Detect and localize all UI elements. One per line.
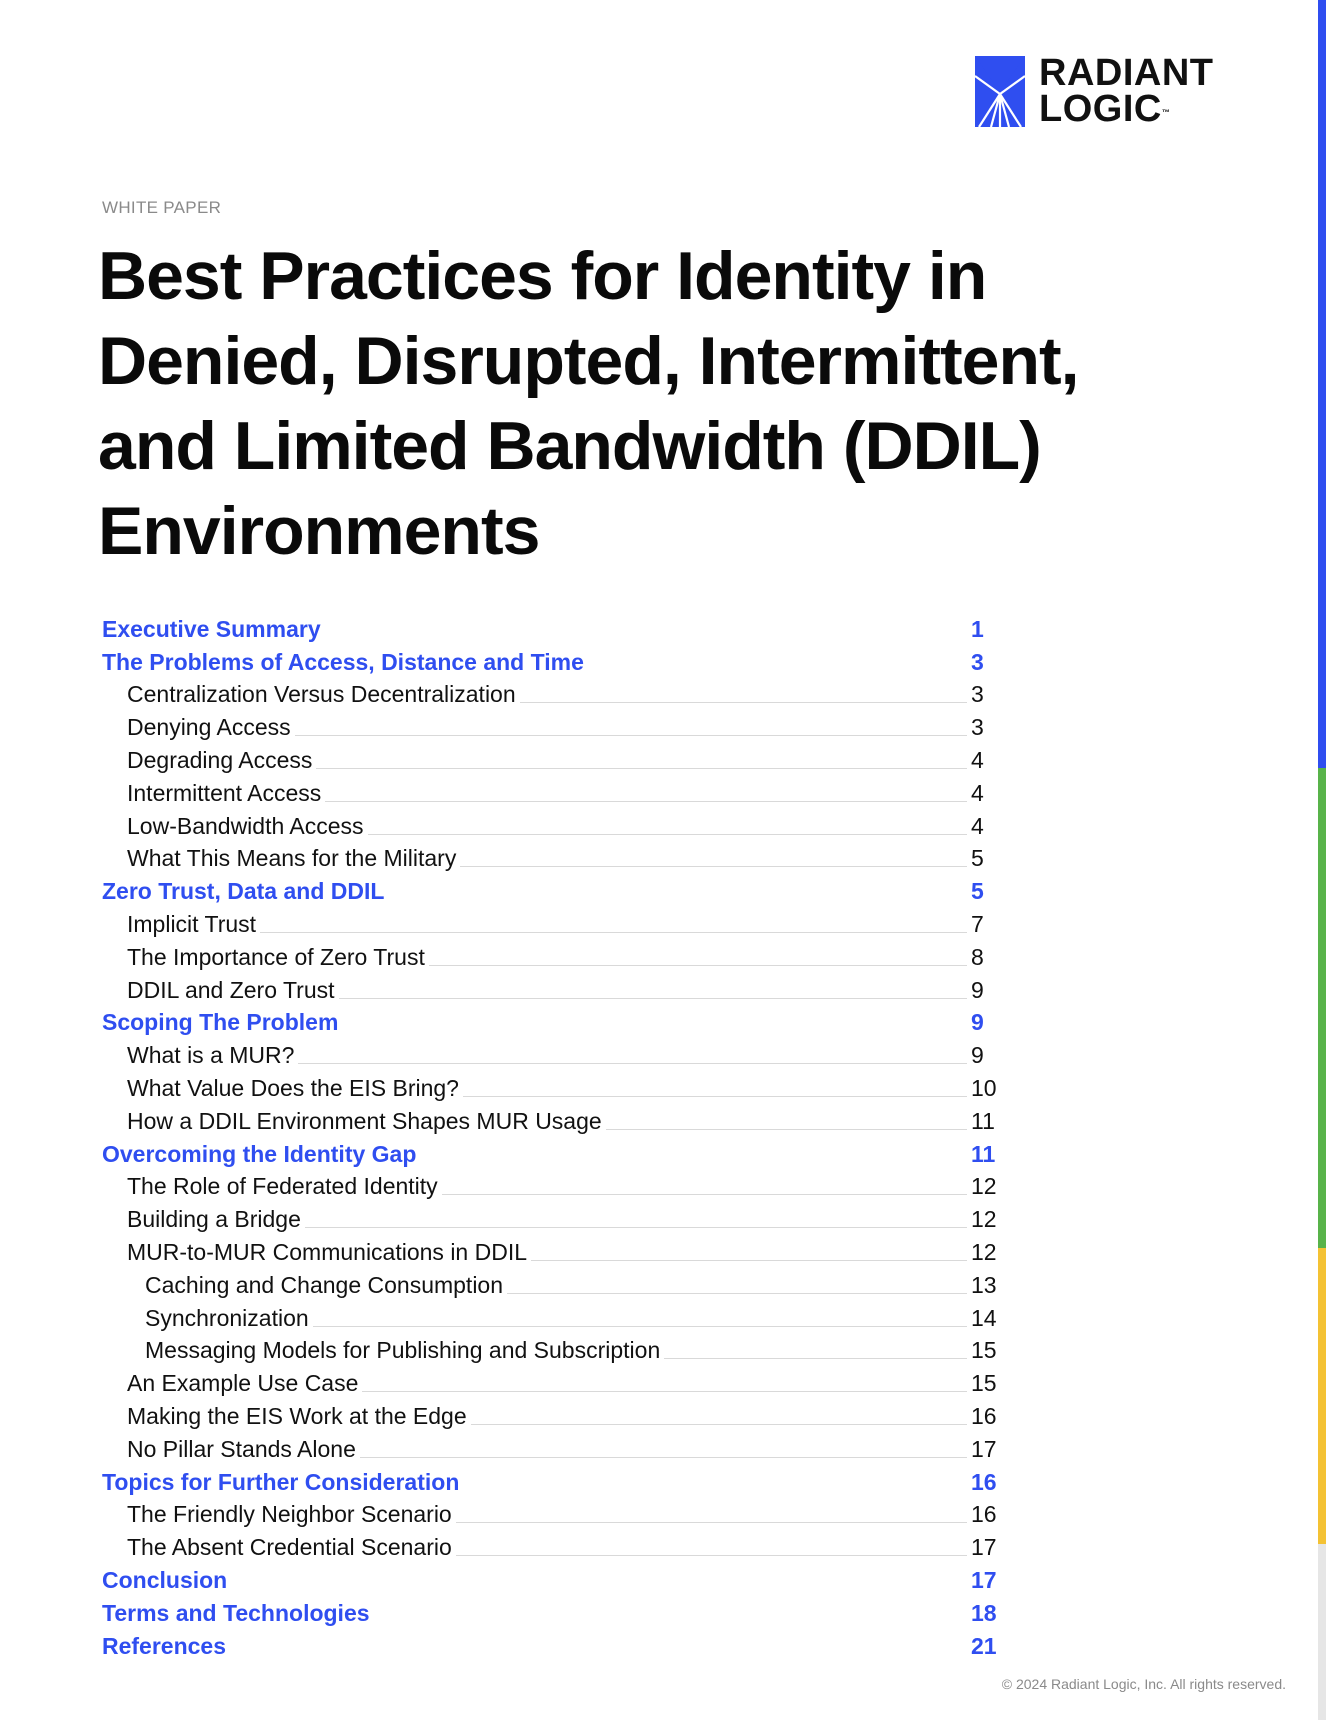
toc-entry-label: DDIL and Zero Trust [127, 976, 335, 1003]
toc-entry-link[interactable] [102, 1332, 997, 1365]
toc-entry-link[interactable] [102, 1200, 997, 1233]
toc-entry-link[interactable] [102, 938, 997, 971]
toc-page-number: 18 [971, 1599, 997, 1626]
toc-entry-link[interactable] [102, 1397, 997, 1430]
toc-leader-line [507, 1292, 967, 1294]
toc-leader-line [298, 1062, 967, 1064]
toc-leader-line [456, 1554, 967, 1556]
toc-leader-line [429, 964, 967, 966]
toc-entry-label: Overcoming the Identity Gap [102, 1140, 417, 1167]
toc-entry-label: How a DDIL Environment Shapes MUR Usage [127, 1107, 602, 1134]
toc-entry-link[interactable] [102, 1496, 997, 1529]
toc-page-number: 3 [971, 681, 984, 708]
accent-stripe [1318, 0, 1326, 1720]
toc-entry-label: Centralization Versus Decentralization [127, 681, 516, 708]
toc-section-link[interactable] [102, 1594, 997, 1627]
toc-leader-line [388, 899, 967, 900]
toc-page-number: 14 [971, 1304, 997, 1331]
toc-page-number: 5 [971, 845, 984, 872]
toc-section-link[interactable] [102, 643, 997, 676]
toc-page-number: 10 [971, 1074, 997, 1101]
toc-entry-label: What This Means for the Military [127, 845, 457, 872]
logo-line1: RADIANT [1039, 52, 1214, 94]
toc-page-number: 9 [971, 1009, 984, 1036]
toc-page-number: 12 [971, 1206, 997, 1233]
toc-page-number: 12 [971, 1238, 997, 1265]
toc-page-number: 12 [971, 1173, 997, 1200]
toc-leader-line [305, 1226, 967, 1228]
toc-entry-label: Executive Summary [102, 615, 321, 642]
toc-entry-label: Synchronization [145, 1304, 309, 1331]
toc-entry-label: What Value Does the EIS Bring? [127, 1074, 459, 1101]
toc-page-number: 11 [971, 1140, 996, 1167]
toc-entry-link[interactable] [102, 1430, 997, 1463]
toc-page-number: 16 [971, 1501, 997, 1528]
accent-stripe-green [1318, 768, 1326, 1248]
toc-section-link[interactable] [102, 610, 997, 643]
toc-entry-label: Denying Access [127, 714, 291, 741]
toc-leader-line [471, 1423, 967, 1425]
logo-wordmark [1039, 52, 1214, 130]
toc-page-number: 16 [971, 1468, 997, 1495]
toc-entry-label: What is a MUR? [127, 1042, 295, 1069]
toc-entry-link[interactable] [102, 676, 997, 709]
toc-entry-label: Intermittent Access [127, 779, 322, 806]
toc-page-number: 15 [971, 1370, 997, 1397]
toc-leader-line [342, 1030, 967, 1031]
toc-leader-line [442, 1193, 967, 1195]
toc-entry-label: The Importance of Zero Trust [127, 943, 425, 970]
toc-entry-link[interactable] [102, 905, 997, 938]
toc-entry-link[interactable] [102, 1069, 997, 1102]
toc-leader-line [260, 931, 967, 933]
toc-entry-label: Messaging Models for Publishing and Subscription [145, 1337, 661, 1364]
toc-entry-link[interactable] [102, 741, 997, 774]
toc-entry-link[interactable] [102, 1036, 997, 1069]
toc-section-link[interactable] [102, 1463, 997, 1496]
toc-entry-link[interactable] [102, 1364, 997, 1397]
toc-entry-link[interactable] [102, 1528, 997, 1561]
toc-leader-line [374, 1621, 967, 1622]
toc-section-link[interactable] [102, 1004, 997, 1037]
toc-entry-link[interactable] [102, 840, 997, 873]
toc-page-number: 9 [971, 976, 984, 1003]
toc-leader-line [520, 701, 967, 703]
toc-entry-label: Caching and Change Consumption [145, 1271, 504, 1298]
toc-section-link[interactable] [102, 1627, 997, 1660]
toc-page-number: 13 [971, 1271, 997, 1298]
toc-page-number: 4 [971, 812, 984, 839]
toc-leader-line [362, 1390, 967, 1392]
toc-entry-label: MUR-to-MUR Communications in DDIL [127, 1238, 528, 1265]
toc-leader-line [313, 1325, 967, 1327]
toc-leader-line [664, 1357, 967, 1359]
toc-page-number: 7 [971, 910, 984, 937]
page-title: Best Practices for Identity in Denied, Disrupted, Intermittent, and Limited Bandwidth (DDIL) Environments [98, 238, 1079, 569]
toc-section-link[interactable] [102, 872, 997, 905]
toc-page-number: 8 [971, 943, 984, 970]
toc-entry-label: Topics for Further Consideration [102, 1468, 460, 1495]
toc-leader-line [463, 1095, 967, 1097]
toc-leader-line [339, 997, 967, 999]
document-type-label: WHITE PAPER [102, 198, 222, 217]
toc-page-number: 21 [971, 1632, 997, 1659]
toc-leader-line [231, 1588, 967, 1589]
toc-page-number: 5 [971, 878, 984, 905]
toc-entry-label: The Friendly Neighbor Scenario [127, 1501, 452, 1528]
toc-entry-label: The Absent Credential Scenario [127, 1534, 452, 1561]
toc-leader-line [230, 1654, 967, 1655]
toc-entry-label: Implicit Trust [127, 910, 257, 937]
toc-entry-link[interactable] [102, 807, 997, 840]
accent-stripe-yellow [1318, 1248, 1326, 1544]
toc-leader-line [295, 734, 967, 736]
toc-entry-link[interactable] [102, 774, 997, 807]
toc-entry-label: Conclusion [102, 1566, 228, 1593]
toc-section-link[interactable] [102, 1135, 997, 1168]
toc-page-number: 15 [971, 1337, 997, 1364]
toc-entry-label: The Problems of Access, Distance and Time [102, 648, 584, 675]
toc-leader-line [456, 1521, 967, 1523]
toc-entry-label: Low-Bandwidth Access [127, 812, 364, 839]
accent-stripe-gray [1318, 1544, 1326, 1720]
toc-entry-link[interactable] [102, 708, 997, 741]
toc-entry-label: Building a Bridge [127, 1206, 301, 1233]
toc-leader-line [606, 1128, 967, 1130]
toc-leader-line [316, 767, 967, 769]
toc-entry-link[interactable] [102, 971, 997, 1004]
toc-entry-link[interactable] [102, 1299, 997, 1332]
toc-page-number: 3 [971, 648, 984, 675]
toc-leader-line [368, 833, 967, 835]
toc-leader-line [460, 865, 967, 867]
toc-entry-label: References [102, 1632, 227, 1659]
toc-page-number: 9 [971, 1042, 984, 1069]
trademark-symbol: ™ [1161, 108, 1171, 117]
copyright-footer: © 2024 Radiant Logic, Inc. All rights reserved. [1001, 1676, 1286, 1692]
toc-leader-line [531, 1259, 967, 1261]
table-of-contents [102, 610, 997, 1660]
toc-entry-label: Making the EIS Work at the Edge [127, 1402, 467, 1429]
toc-entry-label: The Role of Federated Identity [127, 1173, 438, 1200]
radiant-logic-mark-icon [975, 56, 1025, 127]
toc-entry-label: Terms and Technologies [102, 1599, 370, 1626]
radiant-logic-logo [975, 52, 1214, 130]
accent-stripe-blue [1318, 0, 1326, 768]
toc-leader-line [325, 637, 967, 638]
toc-entry-label: An Example Use Case [127, 1370, 359, 1397]
toc-leader-line [325, 800, 967, 802]
toc-entry-label: No Pillar Stands Alone [127, 1435, 356, 1462]
toc-entry-link[interactable] [102, 1266, 997, 1299]
toc-page-number: 1 [971, 615, 984, 642]
toc-leader-line [463, 1490, 967, 1491]
toc-section-link[interactable] [102, 1561, 997, 1594]
toc-leader-line [420, 1162, 967, 1163]
toc-entry-link[interactable] [102, 1168, 997, 1201]
toc-leader-line [360, 1456, 967, 1458]
toc-entry-link[interactable] [102, 1102, 997, 1135]
toc-page-number: 3 [971, 714, 984, 741]
toc-entry-link[interactable] [102, 1233, 997, 1266]
toc-page-number: 16 [971, 1402, 997, 1429]
toc-page-number: 17 [971, 1534, 997, 1561]
logo-line2: LOGIC [1039, 88, 1162, 130]
toc-entry-label: Scoping The Problem [102, 1009, 339, 1036]
toc-page-number: 4 [971, 779, 984, 806]
toc-page-number: 17 [971, 1566, 997, 1593]
toc-page-number: 11 [971, 1107, 995, 1134]
toc-page-number: 4 [971, 746, 984, 773]
toc-leader-line [588, 670, 967, 671]
toc-page-number: 17 [971, 1435, 997, 1462]
toc-entry-label: Degrading Access [127, 746, 313, 773]
toc-entry-label: Zero Trust, Data and DDIL [102, 878, 385, 905]
